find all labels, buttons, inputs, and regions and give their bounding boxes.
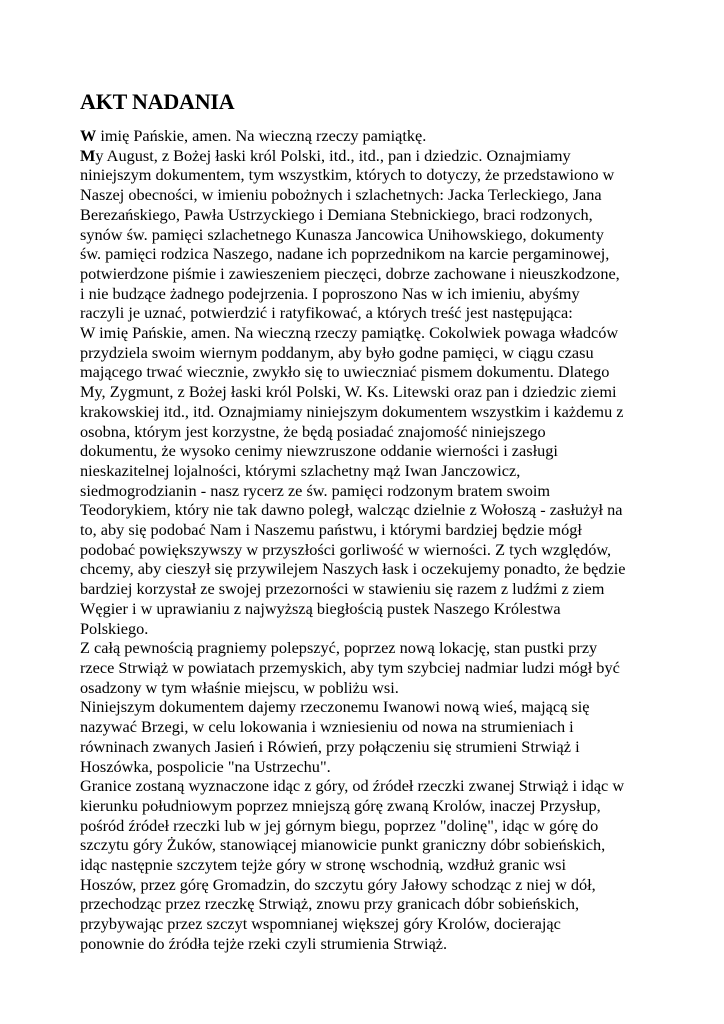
line-text: Hoszówka, pospolicie "na Ustrzechu".	[80, 756, 331, 776]
text-line	[80, 461, 660, 481]
line-text: dokumentu, że wysoko cenimy niewzruszone oddanie wierności i zasługi	[80, 441, 558, 461]
line-text: nazywać Brzegi, w celu lokowania i wzniesieniu od nowa na strumieniach i	[80, 717, 574, 737]
text-line	[80, 323, 660, 343]
text-line	[80, 284, 660, 304]
text-line	[80, 165, 660, 185]
text-line	[80, 796, 660, 816]
line-text: Hoszów, przez górę Gromadzin, do szczytu góry Jałowy schodząc z niej w dół,	[80, 874, 596, 894]
text-line	[80, 619, 660, 639]
line-text: bardziej korzystał ze swojej przezorności w stawieniu się razem z ludźmi z ziem	[80, 579, 605, 599]
text-line	[80, 717, 660, 737]
text-line	[80, 757, 660, 777]
text-line	[80, 500, 660, 520]
text-line	[80, 402, 660, 422]
line-text: krakowskiej itd., itd. Oznajmiamy niniejszym dokumentem wszystkim i każdemu z	[80, 401, 624, 421]
text-line	[80, 146, 660, 166]
line-text: kierunku południowym poprzez mniejszą górę zwaną Krolów, inaczej Przysłup,	[80, 795, 601, 815]
line-text: idąc następnie szczytem tejże góry w stronę wschodnią, wzdłuż granic wsi	[80, 855, 567, 875]
document-body	[80, 126, 660, 954]
text-line	[80, 244, 660, 264]
line-text: przydziela swoim wiernym poddanym, aby było godne pamięci, w ciągu czasu	[80, 342, 594, 362]
line-text: raczyli je uznać, potwierdzić i ratyfikować, a których treść jest następująca:	[80, 303, 573, 323]
text-line	[80, 343, 660, 363]
text-line	[80, 362, 660, 382]
line-text: y August, z Bożej łaski król Polski, itd., itd., pan i dziedzic. Oznajmiamy	[95, 145, 571, 165]
line-text: Z całą pewnością pragniemy polepszyć, poprzez nową lokację, stan pustki przy	[80, 638, 598, 658]
line-text: osadzony w tym właśnie miejscu, w pobliżu wsi.	[80, 677, 399, 697]
text-line	[80, 520, 660, 540]
line-text: ponownie do źródła tejże rzeki czyli strumienia Strwiąż.	[80, 933, 448, 953]
text-line	[80, 638, 660, 658]
line-text: równinach zwanych Jasień i Rówień, przy połączeniu się strumieni Strwiąż i	[80, 736, 580, 756]
line-text: My, Zygmunt, z Bożej łaski król Polski, W. Ks. Litewski oraz pan i dziedzic ziemi	[80, 382, 617, 402]
line-text: rzece Strwiąż w powiatach przemyskich, aby tym szybciej nadmiar ludzi mógł być	[80, 657, 620, 677]
text-line	[80, 441, 660, 461]
text-line	[80, 678, 660, 698]
text-line	[80, 422, 660, 442]
text-line	[80, 599, 660, 619]
line-text: nieskazitelnej lojalności, którymi szlachetny mąż Iwan Janczowicz,	[80, 460, 521, 480]
line-text: Węgier i w uprawianiu z najwyższą biegłością pustek Naszego Królestwa	[80, 598, 561, 618]
text-line	[80, 126, 660, 146]
line-text: Berezańskiego, Pawła Ustrzyckiego i Demiana Stebnickiego, braci rodzonych,	[80, 204, 593, 224]
text-line	[80, 225, 660, 245]
text-line	[80, 264, 660, 284]
line-text: siedmogrodzianin - nasz rycerz ze św. pamięci rodzonym bratem swoim	[80, 480, 551, 500]
line-text: podobać powiększywszy w przyszłości gorliwość w wierności. Z tych względów,	[80, 539, 612, 559]
text-line	[80, 658, 660, 678]
line-text: niniejszym dokumentem, tym wszystkim, których to dotyczy, że przedstawiono w	[80, 165, 615, 185]
line-text: Teodorykiem, który nie tak dawno poległ, walcząc dzielnie z Wołoszą - zasłużył na	[80, 500, 623, 520]
line-text: pośród źródeł rzeczki lub w jej górnym biegu, poprzez "dolinę", idąc w górę do	[80, 815, 599, 835]
line-text: mającego trwać wiecznie, zwykło się to uwieczniać pismem dokumentu. Dlatego	[80, 362, 610, 382]
line-text: Naszej obecności, w imieniu pobożnych i szlachetnych: Jacka Terleckiego, Jana	[80, 185, 602, 205]
line-text: imię Pańskie, amen. Na wieczną rzeczy pamiątkę.	[96, 126, 427, 145]
text-line	[80, 855, 660, 875]
bold-initial: M	[80, 145, 96, 165]
text-line	[80, 914, 660, 934]
line-text: osobna, którym jest korzystne, że będą posiadać znajomość niniejszego	[80, 421, 546, 441]
line-text: św. pamięci rodzica Naszego, nadane ich poprzednikom na karcie pergaminowej,	[80, 244, 610, 264]
line-text: przechodząc przez rzeczkę Strwiąż, znowu przy granicach dóbr sobieńskich,	[80, 894, 580, 914]
line-text: chcemy, aby cieszył się przywilejem Naszych łask i oczekujemy ponadto, że będzie	[80, 559, 626, 579]
text-line	[80, 697, 660, 717]
text-line	[80, 559, 660, 579]
line-text: synów św. pamięci szlachetnego Kunasza Jancowica Unihowskiego, dokumenty	[80, 224, 604, 244]
line-text: Niniejszym dokumentem dajemy rzeczonemu Iwanowi nową wieś, mającą się	[80, 697, 590, 717]
document-title: AKT NADANIA	[80, 89, 235, 114]
line-text: Granice zostaną wyznaczone idąc z góry, od źródeł rzeczki zwanej Strwiąż i idąc w	[80, 776, 625, 796]
line-text: to, aby się podobać Nam i Naszemu państwu, i którymi bardziej będzie mógł	[80, 520, 582, 540]
line-text: W imię Pańskie, amen. Na wieczną rzeczy pamiątkę. Cokolwiek powaga władców	[80, 323, 619, 343]
text-line	[80, 835, 660, 855]
line-text: potwierdzone piśmie i zawieszeniem pieczęci, dobrze zachowane i nieuszkodzone,	[80, 263, 620, 283]
text-line	[80, 776, 660, 796]
line-text: Polskiego.	[80, 618, 149, 638]
text-line	[80, 540, 660, 560]
text-line	[80, 737, 660, 757]
text-line	[80, 382, 660, 402]
text-line	[80, 579, 660, 599]
line-text: przybywając przez szczyt wspomnianej większej góry Krolów, docierając	[80, 914, 561, 934]
text-line	[80, 185, 660, 205]
line-text: i nie budzące żadnego podejrzenia. I poproszono Nas w ich imieniu, abyśmy	[80, 283, 580, 303]
text-line	[80, 205, 660, 225]
text-line	[80, 481, 660, 501]
bold-initial: W	[80, 126, 97, 145]
text-line	[80, 875, 660, 895]
line-text: szczytu góry Żuków, stanowiącej mianowicie punkt graniczny dóbr sobieńskich,	[80, 835, 606, 855]
text-line	[80, 303, 660, 323]
text-line	[80, 894, 660, 914]
text-line	[80, 816, 660, 836]
text-line	[80, 934, 660, 954]
